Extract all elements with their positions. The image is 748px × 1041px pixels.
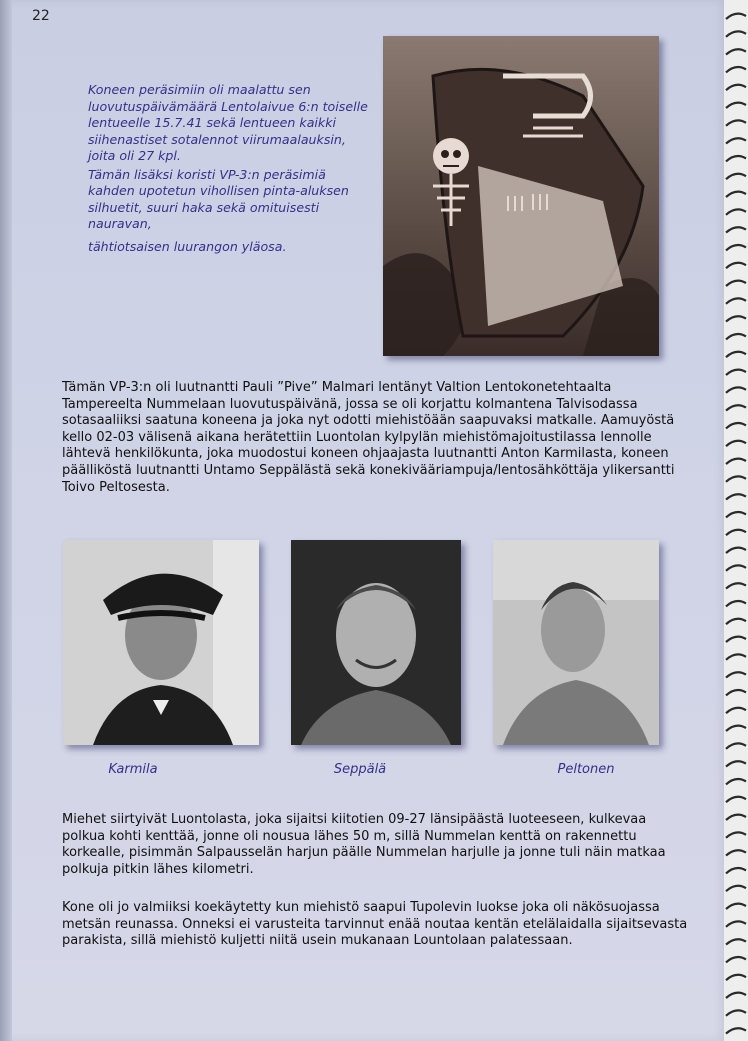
rudder-illustration: [383, 36, 659, 356]
paragraph-2: Miehet siirtyivät Luontolasta, joka sijaitsi kiitotien 09-27 länsipäästä luoteeseen, kulkevaa polkua kohti kenttää, jonne oli nousua lähes 50 m, sillä Nummelan kenttä on rakennettu korkealle, pisimmän Salpausselän harjun päälle Nummelan harjulle ja jonne tuli näin matkaa polkuja pitkin lähes kilometri.: [62, 812, 666, 877]
caption-main: Koneen peräsimiin oli maalattu sen luovutuspäivämäärä Lentolaivue 6:n toiselle lentueelle 15.7.41 sekä lentueen kaikki siihenastiset sotalennot viirumaalauksin, joita oli 27 kpl.: [88, 82, 368, 163]
portrait-peltonen: [493, 540, 659, 745]
page-number: 22: [32, 8, 50, 24]
caption-second: Tämän lisäksi koristi VP-3:n peräsimiä kahden upotetun vihollisen pinta-aluksen silhuetit, suuri haka sekä omituisesti nauravan,: [88, 166, 349, 231]
rudder-photo: [383, 36, 659, 356]
portrait-name: Peltonen: [557, 762, 615, 777]
portrait-name: Seppälä: [333, 762, 387, 777]
portrait-seppala-image: [291, 540, 461, 745]
portrait-peltonen-image: [493, 540, 659, 745]
photo-caption: [88, 82, 368, 257]
portrait-name: Karmila: [108, 762, 158, 777]
portrait-seppala: [291, 540, 461, 745]
page-edge: [0, 0, 12, 1041]
paragraph-3: Kone oli jo valmiiksi koekäytetty kun miehistö saapui Tupolevin luokse joka oli näkösuojassa metsän reunassa. Onneksi ei varusteita tarvinnut enää noutaa kentän etelälaidalla sijaitsevasta parakista, sillä miehistö kuljetti niitä usein mukanaan Lountolaan palatessaan.: [62, 900, 688, 949]
spiral-binding: [724, 0, 748, 1041]
portrait-karmila: [63, 540, 259, 745]
paragraph-1: Tämän VP-3:n oli luutnantti Pauli ”Pive” Malmari lentänyt Valtion Lentokonetehtaalta Tampereelta Nummelaan luovutuspäivänä, jossa se oli korjattu kolmantena Talvisodassa sotasaaliiksi saatuna koneena ja joka nyt odotti miehistöään saapuvaksi matkalle. Aamuyöstä kello 02-03 välisenä aikana herätettiin Luontolan kylpylän miehistömajoitustilassa lennolle lähtevä henkilökunta, joka muodostui koneen ohjaajasta luutnantti Anton Karmilasta, koneen päälliköstä luutnantti Untamo Seppälästä sekä konekivääriampuja/lentosähköttäja ylikersantti Toivo Peltosesta.: [62, 380, 675, 495]
portrait-karmila-image: [63, 540, 259, 745]
caption-last: tähtiotsaisen luurangon yläosa.: [88, 238, 287, 254]
